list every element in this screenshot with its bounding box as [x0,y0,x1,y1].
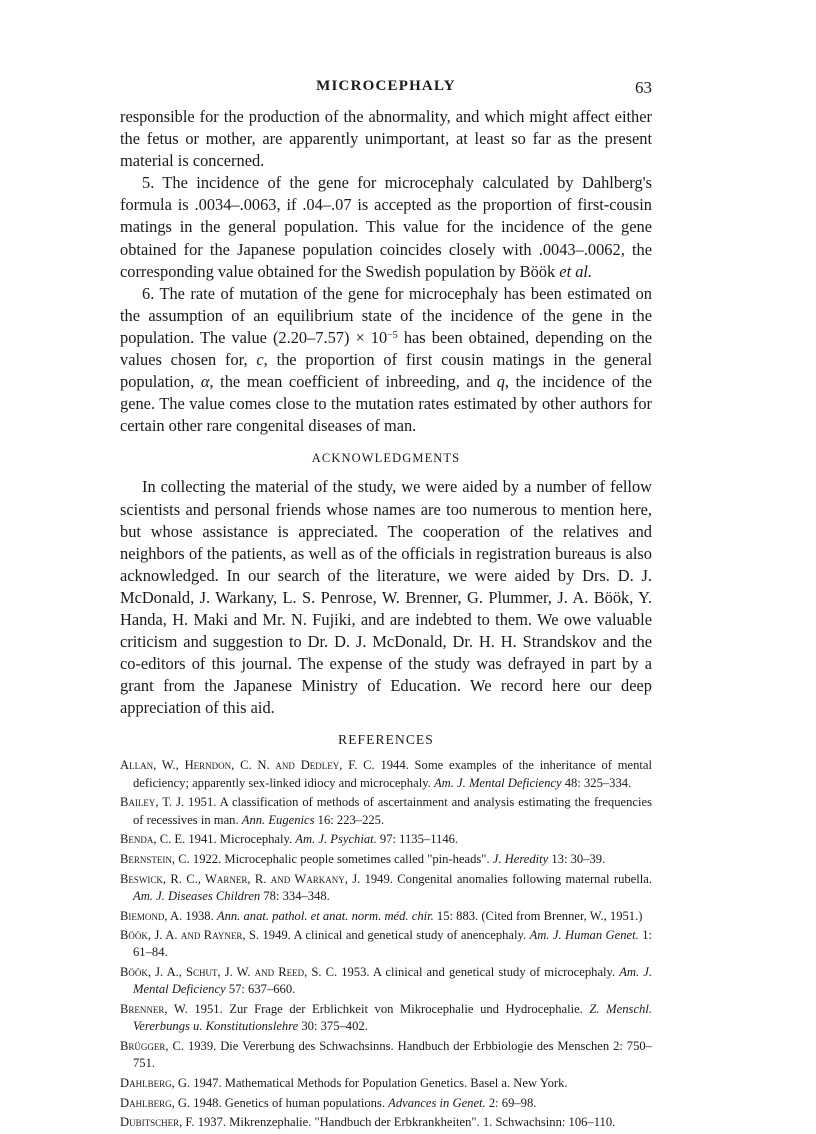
reference-item: Dahlberg, G. 1948. Genetics of human populations. Advances in Genet. 2: 69–98. [120,1095,537,1110]
paragraph-6: 6. The rate of mutation of the gene for microcephaly has been estimated on the assumption of an equilibrium state of the incidence of the gene in the population. The value $(2.20-7.57) \times 10^{-5}$ has been obtained, depending on the values chosen for, c, the proportion of first cousin matings in the general population, α, the mean coefficient of inbreeding, and q, the incidence of the gene. The value comes close to the mutation rates estimated by other authors for certain other rare congenital diseases of man. [120,283,653,436]
references-list [120,757,652,1131]
page-header [120,78,652,106]
reference-item: Allan, W., Herndon, C. N. and Dedley, F. C. 1944. Some examples of the inheritance of mental deficiency; apparently sex-linked idiocy and microcephaly. Am. J. Mental Deficiency 48: 325–334. [120,758,652,790]
paragraph-5: 5. The incidence of the gene for microcephaly calculated by Dahlberg's formula is .0034–.0063, if .04–.07 is accepted as the proportion of first-cousin matings in the general population. This value for the incidence of the gene obtained for the Japanese population coincides closely with .0043–.0062, the corresponding value obtained for the Swedish population by Böök et al. [120,173,652,281]
reference-item: Bernstein, C. 1922. Microcephalic people sometimes called "pin-heads". J. Heredity 13: 30–39. [120,851,606,866]
reference-item: Biemond, A. 1938. Ann. anat. pathol. et anat. norm. méd. chir. 15: 883. (Cited from Brenner, W., 1951.) [120,908,643,923]
reference-item: Benda, C. E. 1941. Microcephaly. Am. J. Psychiat. 97: 1135–1146. [120,832,459,847]
page-number: 63 [635,78,652,97]
journal-page [120,78,652,1134]
reference-item: Dahlberg, G. 1947. Mathematical Methods for Population Genetics. Basel a. New York. [120,1075,568,1090]
reference-item: Dubitscher, F. 1937. Mikrenzephalie. "Handbuch der Erbkrankheiten". 1. Schwachsinn: 106–110. [120,1115,616,1130]
references-heading: REFERENCES [338,732,434,748]
acknowledgments-heading: ACKNOWLEDGMENTS [311,451,461,466]
paragraph-continuation: responsible for the production of the abnormality, and which might affect either the fetus or mother, are apparently unimportant, at least so far as the present material is concerned. [120,107,652,171]
acknowledgments-paragraph: In collecting the material of the study, we were aided by a number of fellow scientists and personal friends whose names are too numerous to mention here, but whose assistance is appreciated. The cooperation of the relatives and neighbors of the patients, as well as of the officials in registration bureaus is also acknowledged. In our search of the literature, we were aided by Drs. D. J. McDonald, J. Warkany, L. S. Penrose, W. Brenner, G. Plummer, J. A. Böök, Y. Handa, H. Maki and Mr. N. Fujiki, and are indebted to them. We owe valuable criticism and suggestion to Dr. D. J. McDonald, Dr. H. H. Strandskov and the co-editors of this journal. The expense of the study was defrayed in part by a grant from the Japanese Ministry of Education. We record here our deep appreciation of this aid. [120,477,652,718]
reference-item: Brenner, W. 1951. Zur Frage der Erblichkeit von Mikrocephalie und Hydrocephalie. Z. Menschl. Vererbungs u. Konstitutionslehre 30: 375–402. [120,1002,652,1034]
reference-item: Beswick, R. C., Warner, R. and Warkany, J. 1949. Congenital anomalies following maternal rubella. Am. J. Diseases Children 78: 334–348. [120,871,652,903]
reference-item: Böök, J. A., Schut, J. W. and Reed, S. C. 1953. A clinical and genetical study of microcephaly. Am. J. Mental Deficiency 57: 637–660. [120,965,652,997]
reference-item: Bailey, T. J. 1951. A classification of methods of ascertainment and analysis estimating the frequencies of recessives in man. Ann. Eugenics 16: 223–225. [120,795,652,827]
running-title: MICROCEPHALY [316,78,456,94]
reference-item: Böök, J. A. and Rayner, S. 1949. A clinical and genetical study of anencephaly. Am. J. Human Genet. 1: 61–84. [120,928,652,960]
reference-item: Brügger, C. 1939. Die Vererbung des Schwachsinns. Handbuch der Erbbiologie des Menschen 2: 750–751. [120,1038,652,1071]
body-text [120,106,652,748]
